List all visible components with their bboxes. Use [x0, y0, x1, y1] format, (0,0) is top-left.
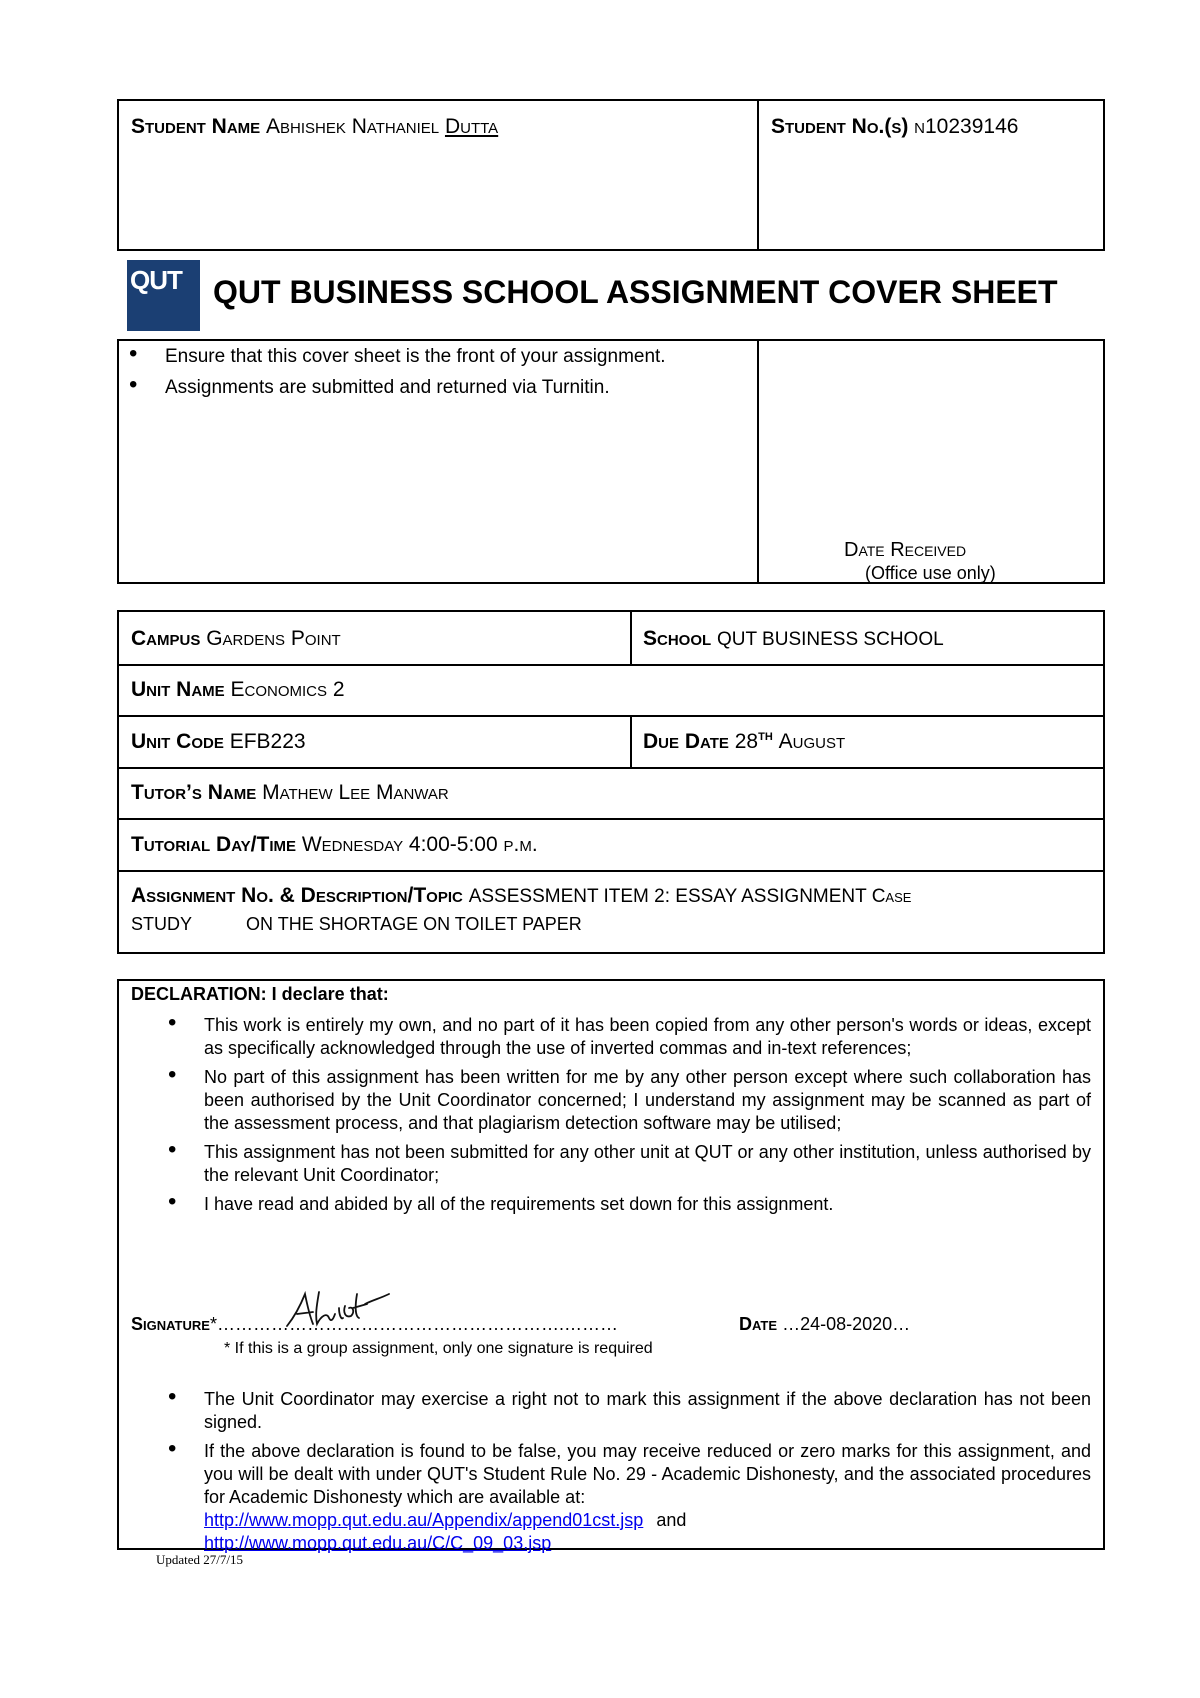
due-date-month: August [778, 730, 846, 753]
student-number-value: n10239146 [914, 115, 1019, 138]
signature-dots: ………………………………………………….……… [216, 1314, 618, 1334]
unit-name-label: Unit Name [131, 678, 225, 701]
list-item: • Assignments are submitted and returned via Turnitin. [165, 372, 745, 403]
qut-logo-text: QUT [130, 265, 182, 295]
student-name-field [131, 115, 498, 139]
assignment-value-line2b: ON THE SHORTAGE ON TOILET PAPER [246, 914, 582, 934]
campus-label: Campus [131, 627, 201, 650]
date-received-label: Date Received [844, 539, 967, 561]
due-date-day: 28 [734, 730, 759, 753]
group-note: * If this is a group assignment, only one signature is required [224, 1340, 653, 1357]
instructions-list [165, 341, 745, 403]
student-name-last: Dutta [444, 115, 499, 138]
due-date-field [643, 730, 845, 754]
student-name-first: Abhishek Nathaniel [266, 115, 440, 138]
list-item: • This work is entirely my own, and no part of it has been copied from any other person's words or ideas, except as specifically acknowledged through the use of inverted commas and in-text references; [204, 1014, 1091, 1060]
school-field [643, 627, 944, 651]
assignment-field-line2 [131, 914, 582, 935]
assignment-value-line1: ASSESSMENT ITEM 2: ESSAY ASSIGNMENT Case [468, 886, 912, 907]
tutor-name-value: Mathew Lee Manwar [262, 781, 449, 804]
school-value: QUT BUSINESS SCHOOL [717, 629, 944, 650]
declaration-intro: : I declare that: [260, 984, 389, 1004]
declaration-list [204, 1014, 1091, 1216]
unit-code-field [131, 730, 306, 754]
list-item: • If the above declaration is found to be false, you may receive reduced or zero marks for this assignment, and you will be dealt with under QUT's Student Rule No. 29 - Academic Dishonesty, and the associated procedures for Academic Dishonesty which are available at: http://www.mopp.qut.edu.au/Appendix/append01cst.jsp and http://www.mopp.qut.edu.au/C/C_09_03.jsp [204, 1440, 1091, 1555]
campus-field [131, 627, 341, 651]
tutor-name-label: Tutor’s Name [131, 781, 257, 804]
student-number-field [771, 115, 1018, 139]
declaration-heading [131, 984, 389, 1005]
assignment-label: Assignment No. & Description/Topic [131, 884, 463, 907]
assignment-field [131, 884, 911, 908]
updated-note: Updated 27/7/15 [156, 1552, 244, 1567]
declaration-title: DECLARATION [131, 984, 261, 1004]
unit-name-value: Economics 2 [230, 678, 345, 701]
page-title: QUT BUSINESS SCHOOL ASSIGNMENT COVER SHEET [213, 274, 1058, 310]
list-item: • Ensure that this cover sheet is the front of your assignment. [165, 341, 745, 372]
date-label: Date [739, 1314, 778, 1334]
date-line [739, 1314, 910, 1335]
unit-code-label: Unit Code [131, 730, 224, 753]
tutorial-field [131, 833, 538, 857]
tutorial-label: Tutorial Day/Time [131, 833, 297, 856]
office-use-note: (Office use only) [865, 563, 996, 583]
list-item: • This assignment has not been submitted for any other unit at QUT or any other institution, unless authorised by the relevant Unit Coordinator; [204, 1141, 1091, 1187]
signature-label: Signature [131, 1314, 210, 1334]
list-item: • No part of this assignment has been written for me by any other person except where such collaboration has been authorised by the Unit Coordinator concerned; I understand my assignment may be scanned as part of the assessment process, and that plagiarism detection software may be utilised; [204, 1066, 1091, 1135]
handwritten-signature [283, 1286, 393, 1332]
appendix-link[interactable]: http://www.mopp.qut.edu.au/Appendix/append01cst.jsp [204, 1510, 644, 1530]
list-item: • The Unit Coordinator may exercise a right not to mark this assignment if the above declaration has not been signed. [204, 1388, 1091, 1434]
date-value: …24-08-2020… [782, 1314, 911, 1334]
signature-star: * [209, 1314, 217, 1334]
student-info-box [117, 99, 1105, 251]
tutor-name-field [131, 781, 449, 805]
due-date-suffix: TH [758, 731, 773, 743]
due-date-label: Due Date [643, 730, 729, 753]
qut-logo [127, 260, 200, 331]
unit-code-value: EFB223 [229, 730, 306, 753]
academic-dishonesty-link[interactable]: http://www.mopp.qut.edu.au/C/C_09_03.jsp [204, 1533, 552, 1553]
warning-list [204, 1388, 1091, 1555]
tutorial-value: Wednesday 4:00-5:00 p.m. [301, 833, 538, 856]
instructions-box [117, 339, 1105, 584]
student-name-label: Student Name [131, 115, 261, 138]
school-label: School [643, 627, 712, 650]
declaration-box [117, 979, 1105, 1553]
unit-name-field [131, 678, 345, 702]
link-and-text: and [656, 1510, 687, 1530]
details-table [117, 610, 1105, 954]
campus-value: Gardens Point [206, 627, 341, 650]
list-item: • I have read and abided by all of the requirements set down for this assignment. [204, 1193, 1091, 1216]
student-number-label: Student No.(s) [771, 115, 909, 138]
assignment-value-line2: STUDY [131, 914, 193, 934]
